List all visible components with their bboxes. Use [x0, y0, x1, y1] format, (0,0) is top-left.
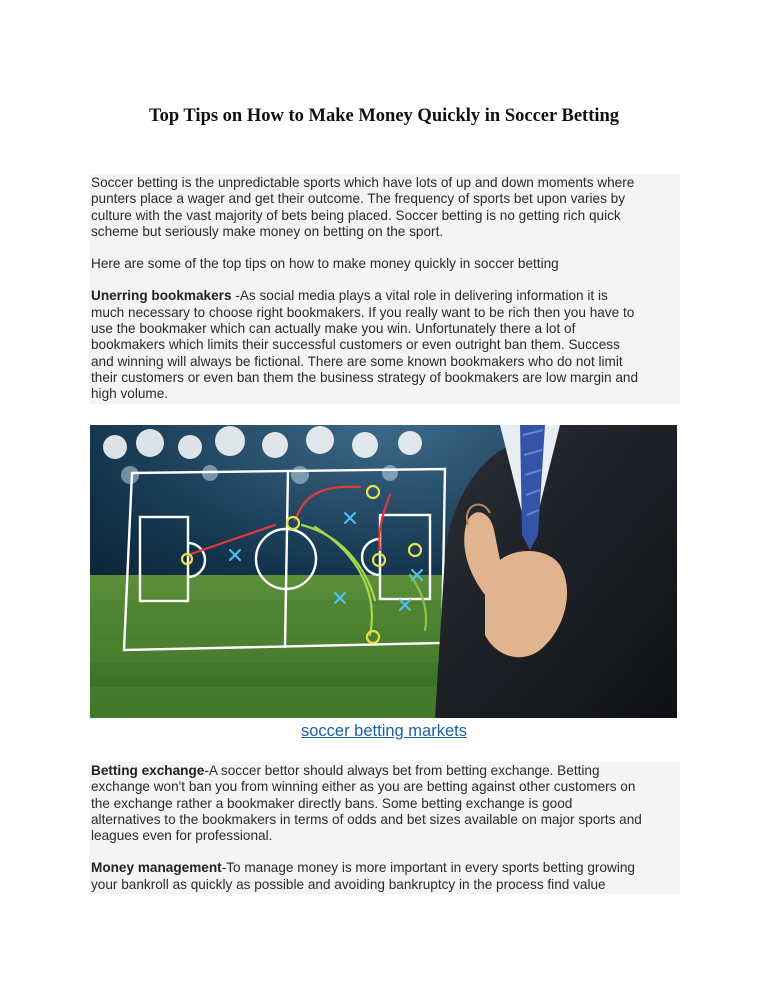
exchange-heading: Betting exchange — [91, 763, 205, 778]
unerring-line: use the bookmaker which can actually make you win. Unfortunately there a lot of — [91, 321, 576, 337]
unerring-line: much necessary to choose right bookmakers. If you really want to be rich then you have to — [91, 304, 635, 320]
unerring-line: Unerring bookmakers -As social media plays a vital role in delivering information it is — [91, 288, 608, 304]
money-heading: Money management — [91, 860, 222, 876]
money-line: your bankroll as quickly as possible and avoiding bankruptcy in the process find value — [91, 876, 606, 892]
unerring-line: and winning will always be fictional. There are some known bookmakers who do not limit — [91, 353, 623, 369]
soccer-strategy-photo — [90, 425, 677, 718]
exchange-line: the exchange rather a bookmaker directly bans. Some betting exchange is good — [91, 795, 573, 811]
intro-paragraph — [89, 174, 680, 404]
intro-line: punters place a wager and get their outcome. The frequency of sports bet upon varies by — [91, 191, 625, 207]
intro-line: culture with the vast majority of bets being placed. Soccer betting is no getting rich quick — [91, 207, 621, 223]
unerring-heading: Unerring bookmakers — [91, 288, 232, 304]
intro-line: Soccer betting is the unpredictable sports which have lots of up and down moments where — [91, 175, 635, 190]
document-title: Top Tips on How to Make Money Quickly in Soccer Betting — [148, 106, 620, 126]
exchange-line: exchange won't ban you from winning either as you are betting against other customers on — [91, 779, 636, 795]
money-line: Money management-To manage money is more important in every sports betting growing — [91, 860, 635, 876]
image-caption-link[interactable]: soccer betting markets — [301, 722, 467, 740]
exchange-line: Betting exchange-A soccer bettor should always bet from betting exchange. Betting — [91, 763, 600, 778]
exchange-line: alternatives to the bookmakers in terms of odds and bet sizes available on major sports and — [91, 811, 642, 827]
intro-line: scheme but seriously make money on betting on the sport. — [91, 223, 444, 239]
unerring-line: high volume. — [91, 386, 169, 402]
exchange-paragraph — [89, 762, 680, 894]
unerring-line: bookmakers which limits their successful customers or even outright ban them. Success — [91, 337, 620, 353]
tips-intro: Here are some of the top tips on how to make money quickly in soccer betting — [91, 256, 559, 272]
exchange-line: leagues even for professional. — [91, 828, 273, 844]
unerring-line: their customers or even ban them the business strategy of bookmakers are low margin and — [91, 369, 639, 385]
